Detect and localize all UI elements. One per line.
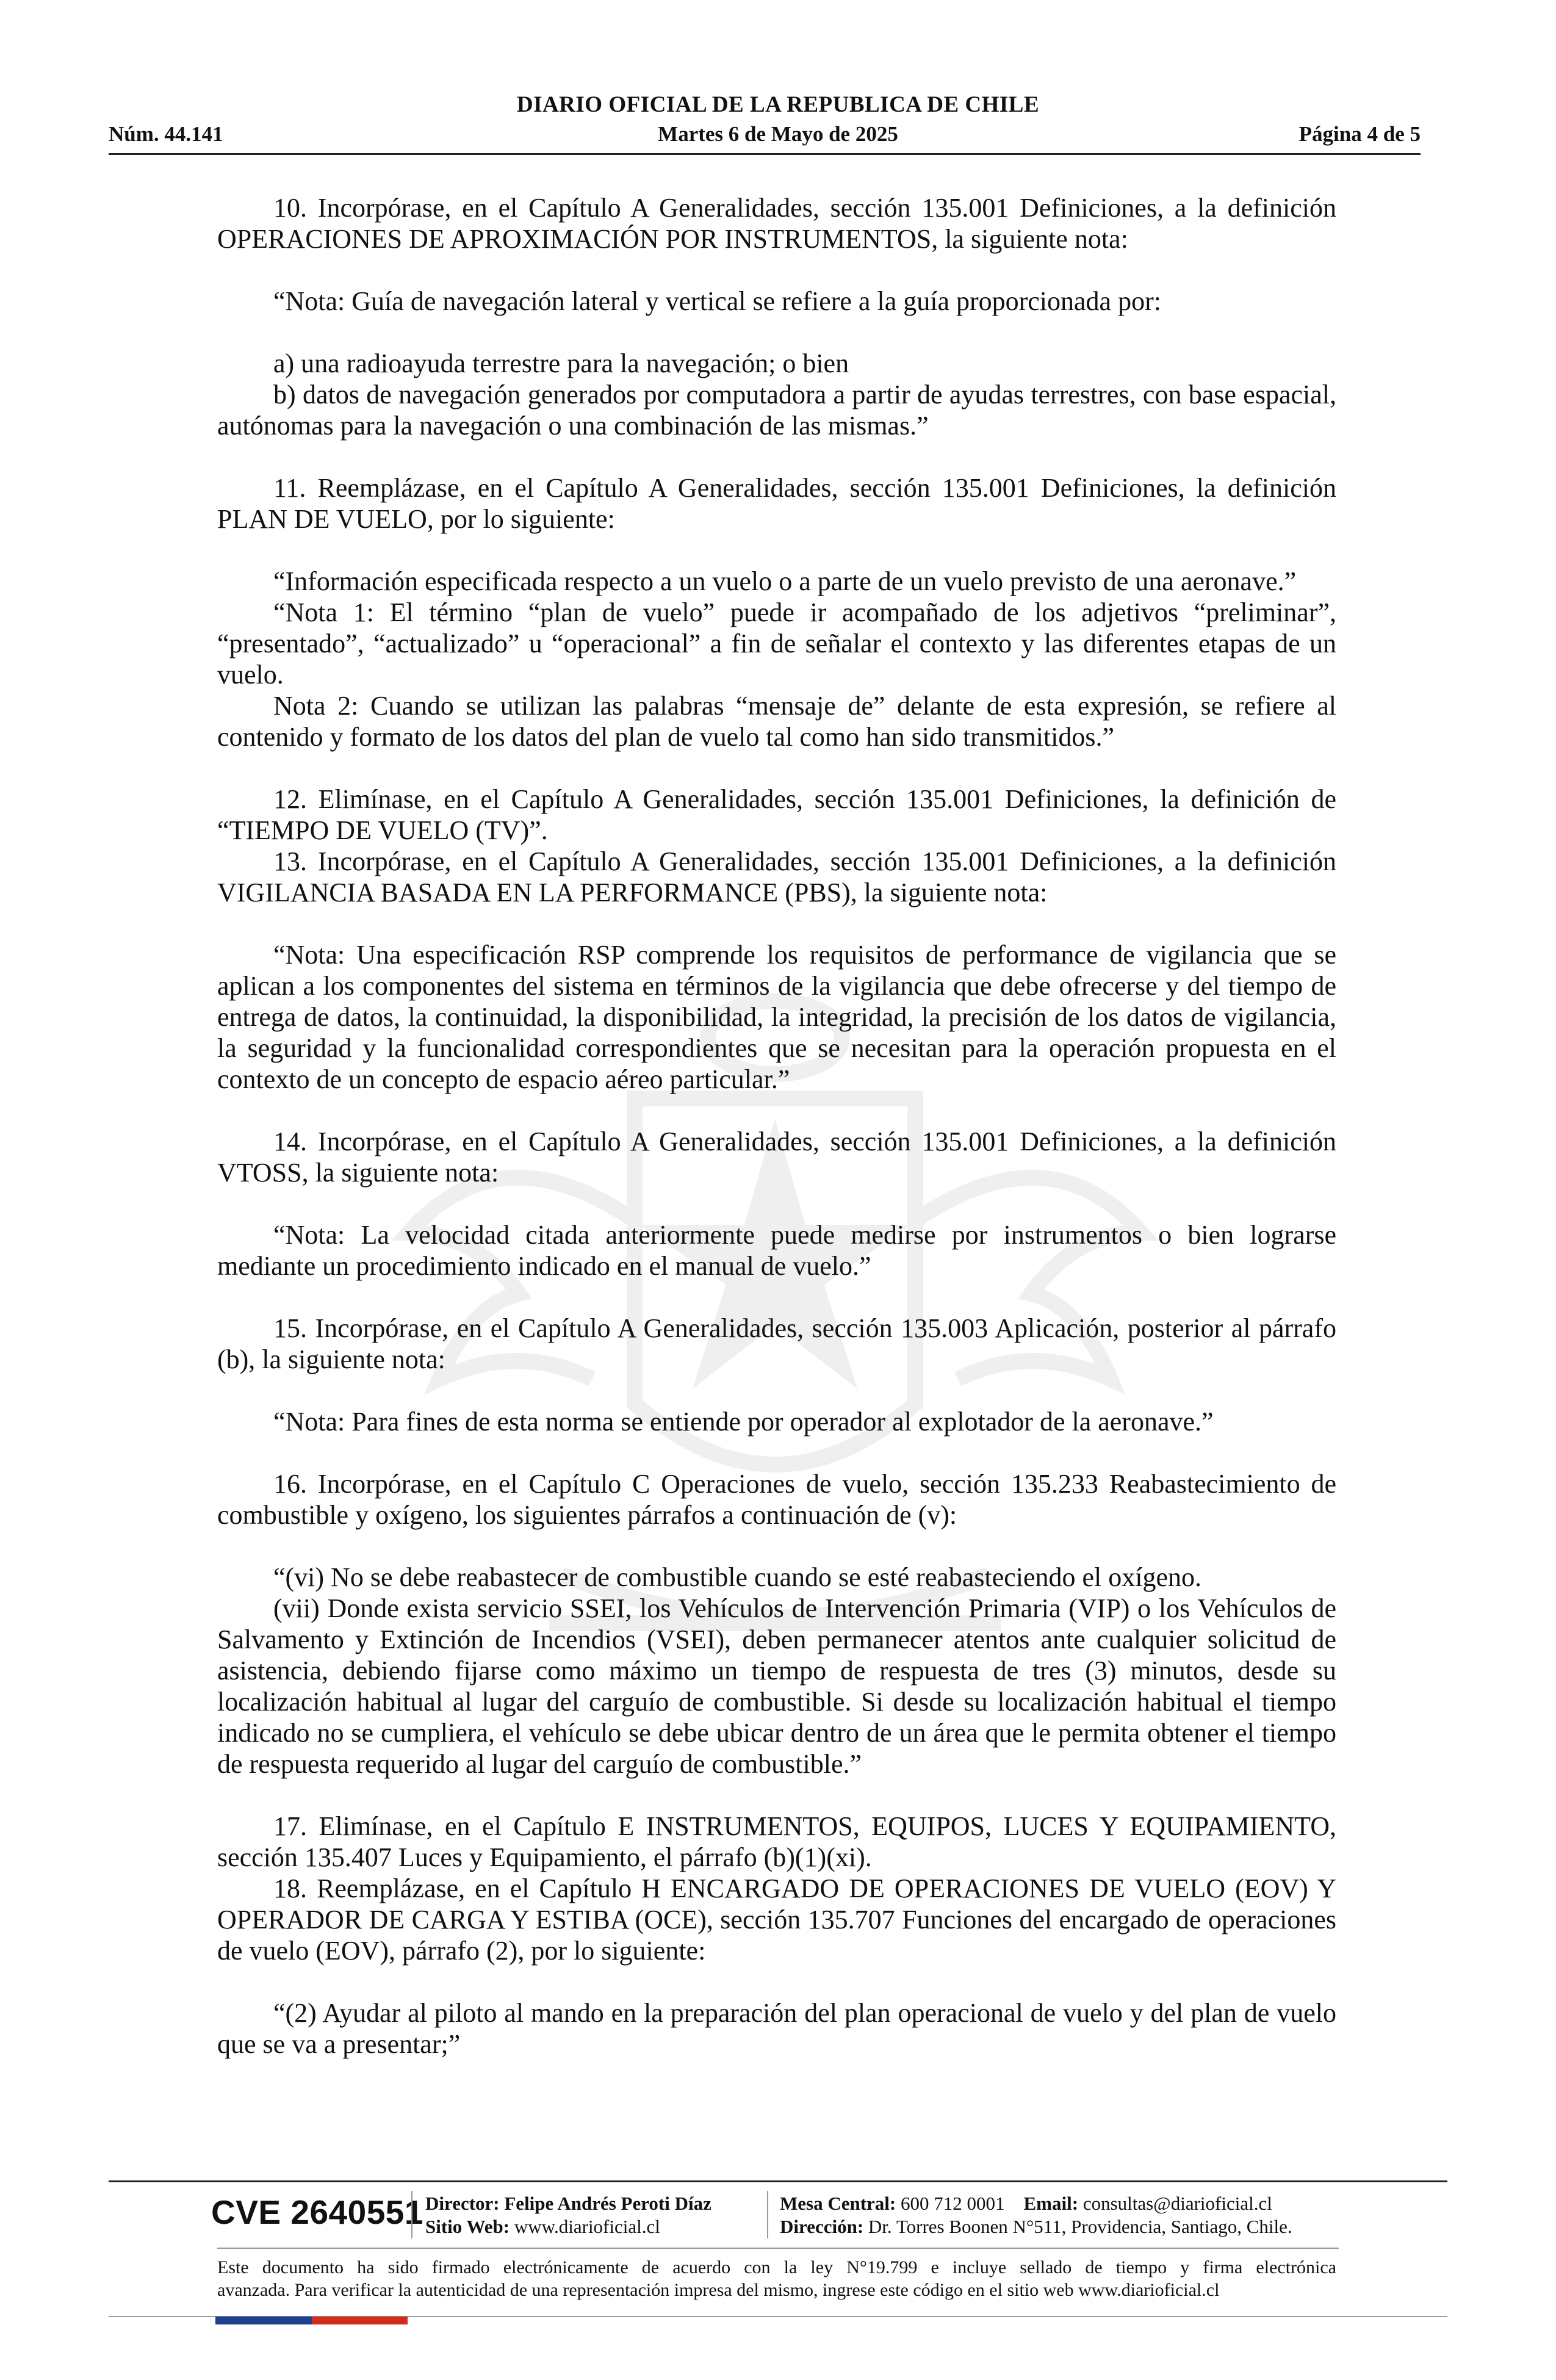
issue-date: Martes 6 de Mayo de 2025 <box>658 122 898 146</box>
paragraph: 10. Incorpórase, en el Capítulo A Generalidades, sección 135.001 Definiciones, a la definición OPERACIONES DE APROXIMACIÓN POR INSTRUMENTOS, la siguiente nota: <box>217 193 1336 254</box>
paragraph: Nota 2: Cuando se utilizan las palabras “mensaje de” delante de esta expresión, se refiere al contenido y formato de los datos del plan de vuelo tal como han sido transmitidos.” <box>217 691 1336 752</box>
footer-separator <box>411 2191 412 2238</box>
paragraph: 14. Incorpórase, en el Capítulo A Generalidades, sección 135.001 Definiciones, a la definición VTOSS, la siguiente nota: <box>217 1127 1336 1188</box>
site-label: Sitio Web: <box>425 2216 510 2237</box>
paragraph: 11. Reemplázase, en el Capítulo A Generalidades, sección 135.001 Definiciones, la definición PLAN DE VUELO, por lo siguiente: <box>217 473 1336 534</box>
paragraph: 12. Elimínase, en el Capítulo A Generalidades, sección 135.001 Definiciones, la definición de “TIEMPO DE VUELO (TV)”. <box>217 784 1336 845</box>
paragraph: “Nota: Guía de navegación lateral y vertical se refiere a la guía proporcionada por: <box>273 286 1161 316</box>
address-value: Dr. Torres Boonen N°511, Providencia, Santiago, Chile. <box>868 2216 1292 2237</box>
cve-code: CVE 2640551 <box>211 2193 423 2231</box>
email-link[interactable]: consultas@diarioficial.cl <box>1082 2193 1272 2214</box>
paragraph: “Nota: Una especificación RSP comprende los requisitos de performance de vigilancia que se aplican a los componentes del sistema en términos de la vigilancia que debe ofrecerse y del tiempo de entrega de datos, la continuidad, la disponibilidad, la integridad, la precisión de los datos de vigilancia, la seguridad y la funcionalidad correspondientes que se necesitan para la operación propuesta en el contexto de un concepto de espacio aéreo particular.” <box>217 940 1336 1094</box>
footer-separator <box>767 2191 768 2238</box>
footer-divider-top <box>109 2180 1447 2182</box>
footer-contact-block <box>780 2192 1292 2238</box>
phone-label: Mesa Central: <box>780 2193 896 2214</box>
paragraph: “(2) Ayudar al piloto al mando en la preparación del plan operacional de vuelo y del plan de vuelo que se va a presentar;” <box>217 1998 1336 2059</box>
paragraph: 18. Reemplázase, en el Capítulo H ENCARGADO DE OPERACIONES DE VUELO (EOV) Y OPERADOR DE CARGA Y ESTIBA (OCE), sección 135.707 Funciones del encargado de operaciones de vuelo (EOV), párrafo (2), por lo siguiente: <box>217 1873 1336 1966</box>
paragraph: 17. Elimínase, en el Capítulo E INSTRUMENTOS, EQUIPOS, LUCES Y EQUIPAMIENTO, sección 135.407 Luces y Equipamiento, el párrafo (b)(1)(xi). <box>217 1811 1336 1872</box>
page-indicator: Página 4 de 5 <box>1298 122 1421 146</box>
paragraph: (vii) Donde exista servicio SSEI, los Vehículos de Intervención Primaria (VIP) o los Vehículos de Salvamento y Extinción de Incendios (VSEI), deben permanecer atentos ante cualquier solicitud de asistencia, debiendo fijarse como máximo un tiempo de respuesta de tres (3) minutos, desde su localización habitual al lugar del carguío de combustible. Si desde su localización habitual el tiempo indicado no se cumpliera, el vehículo se debe ubicar dentro de un área que le permita obtener el tiempo de respuesta requerido al lugar del carguío de combustible.” <box>217 1593 1336 1779</box>
paragraph: “Información especificada respecto a un vuelo o a parte de un vuelo previsto de una aeronave.” <box>273 566 1297 596</box>
site-link[interactable]: www.diarioficial.cl <box>514 2216 660 2237</box>
paragraph: “(vi) No se debe reabastecer de combustible cuando se esté reabasteciendo el oxígeno. <box>273 1562 1202 1592</box>
footer-divider-middle <box>217 2248 1339 2249</box>
newspaper-title: DIARIO OFICIAL DE LA REPUBLICA DE CHILE <box>516 92 1040 117</box>
paragraph: 16. Incorpórase, en el Capítulo C Operaciones de vuelo, sección 135.233 Reabastecimiento de combustible y oxígeno, los siguientes párrafos a continuación de (v): <box>217 1469 1336 1530</box>
flag-red-segment <box>312 2317 408 2324</box>
header-divider <box>109 153 1421 155</box>
paragraph: “Nota: La velocidad citada anteriormente puede medirse por instrumentos o bien lograrse mediante un procedimiento indicado en el manual de vuelo.” <box>217 1220 1336 1281</box>
phone-value: 600 712 0001 <box>901 2193 1005 2214</box>
legal-notice-line-2: avanzada. Para verificar la autenticidad de una representación impresa del mismo, ingrese este código en el sitio web www.diarioficial.cl <box>217 2280 1220 2300</box>
email-label: Email: <box>1023 2193 1079 2214</box>
paragraph: 13. Incorpórase, en el Capítulo A Generalidades, sección 135.001 Definiciones, a la definición VIGILANCIA BASADA EN LA PERFORMANCE (PBS), la siguiente nota: <box>217 846 1336 907</box>
footer-director-block <box>425 2192 711 2238</box>
paragraph: 15. Incorpórase, en el Capítulo A Generalidades, sección 135.003 Aplicación, posterior al párrafo (b), la siguiente nota: <box>217 1313 1336 1374</box>
address-label: Dirección: <box>780 2216 864 2237</box>
legal-notice-line-1: Este documento ha sido firmado electrónicamente de acuerdo con la ley N°19.799 e incluye sellado de tiempo y firma electrónica <box>217 2257 1336 2277</box>
paragraph: “Nota 1: El término “plan de vuelo” puede ir acompañado de los adjetivos “preliminar”, “presentado”, “actualizado” u “operacional” a fin de señalar el contexto y las diferentes etapas de un vuelo. <box>217 597 1336 690</box>
director-name: Felipe Andrés Peroti Díaz <box>504 2193 711 2214</box>
document-body <box>217 192 1336 2060</box>
flag-stripe <box>215 2317 408 2324</box>
flag-blue-segment <box>215 2317 312 2324</box>
paragraph: “Nota: Para fines de esta norma se entiende por operador al explotador de la aeronave.” <box>273 1407 1214 1437</box>
director-label: Director: <box>425 2193 500 2214</box>
paragraph: b) datos de navegación generados por computadora a partir de ayudas terrestres, con base espacial, autónomas para la navegación o una combinación de las mismas.” <box>217 380 1336 441</box>
issue-number: Núm. 44.141 <box>109 122 223 146</box>
paragraph: a) una radioayuda terrestre para la navegación; o bien <box>273 348 849 378</box>
